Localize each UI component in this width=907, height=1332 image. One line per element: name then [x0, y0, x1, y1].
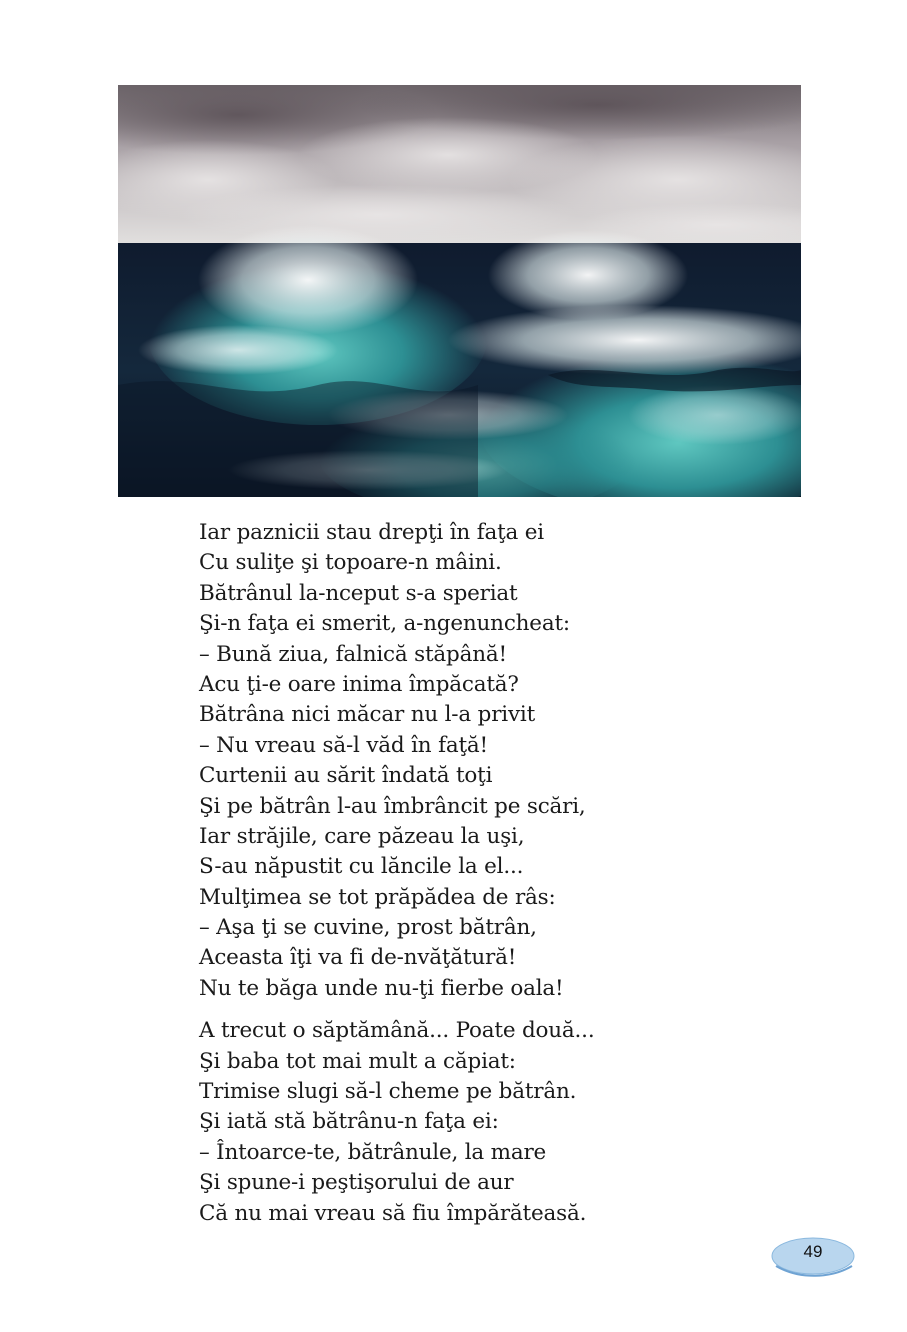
poem-line: Şi spune-i peştişorului de aur [199, 1170, 514, 1196]
poem-line: – Întoarce-te, bătrânule, la mare [199, 1139, 547, 1165]
poem-line: Mulţimea se tot prăpădea de râs: [199, 884, 556, 910]
page-number-badge [770, 1236, 856, 1280]
poem-line: Acu ţi-e oare inima împăcată? [199, 671, 519, 697]
stormy-sea-photo [118, 85, 801, 497]
poem-text [199, 518, 759, 1229]
poem-line: Şi pe bătrân l-au îmbrâncit pe scări, [199, 793, 586, 819]
poem-line: S-au năpustit cu lăncile la el... [199, 854, 524, 880]
poem-line: Nu te băga unde nu-ţi fierbe oala! [199, 975, 564, 1001]
poem-line: Bătrânul la-nceput s-a speriat [199, 580, 518, 606]
poem-line: Iar paznicii stau drepţi în faţa ei [199, 520, 544, 545]
poem-line: Curtenii au sărit îndată toţi [199, 763, 493, 789]
poem-line: A trecut o săptămână... Poate două... [199, 1018, 595, 1044]
poem-line: – Nu vreau să-l văd în faţă! [199, 732, 488, 758]
poem-line: Cu suliţe şi topoare-n mâini. [199, 550, 502, 576]
poem-line: – Bună ziua, falnică stăpână! [199, 641, 507, 667]
poem-line: Trimise slugi să-l cheme pe bătrân. [199, 1079, 577, 1105]
poem-line: Că nu mai vreau să fiu împărăteasă. [199, 1200, 587, 1226]
stanza-1 [199, 518, 759, 1004]
poem-line: Aceasta îţi va fi de-nvăţătură! [199, 945, 517, 971]
poem-line: Şi baba tot mai mult a căpiat: [199, 1048, 516, 1074]
stanza-2 [199, 1016, 759, 1229]
poem-line: – Aşa ţi se cuvine, prost bătrân, [199, 915, 537, 941]
page-number: 49 [803, 1242, 823, 1261]
poem-line: Iar străjile, care păzeau la uşi, [199, 823, 525, 849]
poem-line: Bătrâna nici măcar nu l-a privit [199, 702, 536, 728]
poem-line: Şi iată stă bătrânu-n faţa ei: [199, 1109, 499, 1135]
poem-line: Şi-n faţa ei smerit, a-ngenuncheat: [199, 611, 570, 637]
